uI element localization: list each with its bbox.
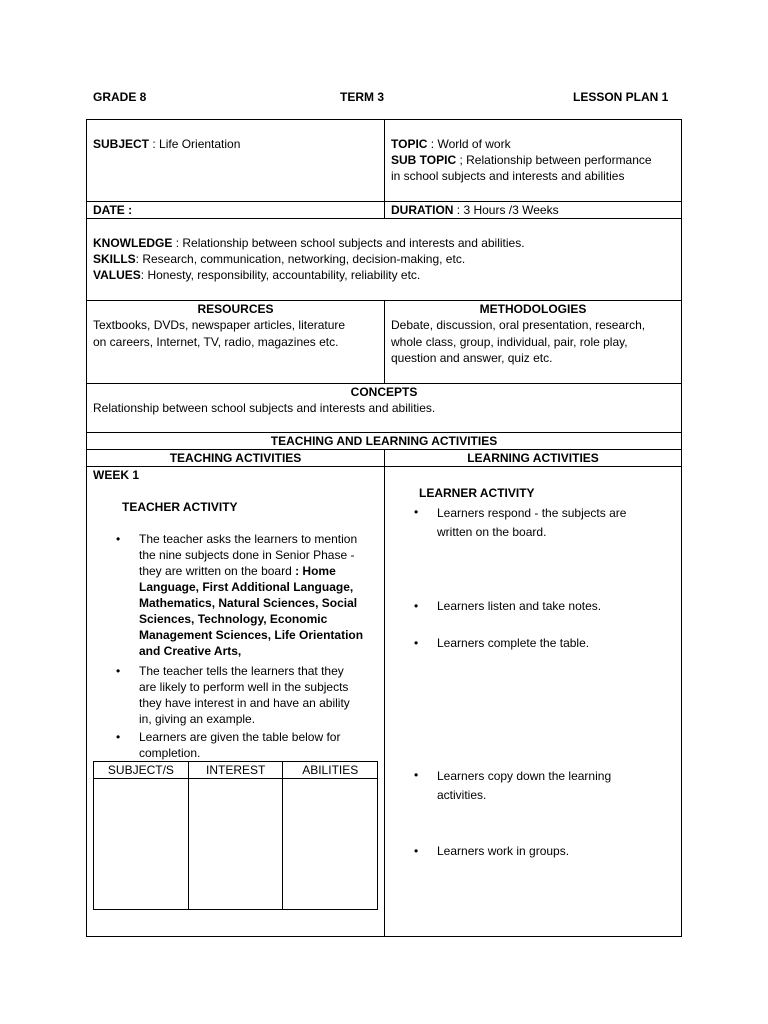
subject-value: : Life Orientation (152, 137, 241, 151)
methodologies-line-2: whole class, group, individual, pair, role play, (391, 335, 628, 349)
bullet: • (414, 599, 419, 613)
grade-label: GRADE 8 (93, 90, 147, 104)
lesson-plan-label: LESSON PLAN 1 (573, 90, 669, 104)
teacher-item-2-line-2: are likely to perform well in the subjects (139, 680, 349, 694)
activities-main-heading: TEACHING AND LEARNING ACTIVITIES (270, 434, 498, 448)
week-label: WEEK 1 (93, 468, 140, 482)
values-value: : Honesty, responsibility, accountability, reliability etc. (140, 268, 421, 282)
concepts-heading: CONCEPTS (350, 385, 418, 399)
learner-item-1 (437, 504, 626, 542)
subject-label: SUBJECT (93, 137, 150, 151)
subtopic-line-2: in school subjects and interests and abilities (391, 169, 625, 183)
concepts-text: Relationship between school subjects and interests and abilities. (93, 401, 436, 415)
teacher-item-1-line-2: the nine subjects done in Senior Phase - (139, 548, 355, 562)
learner-item-1-line-1: Learners respond - the subjects are (437, 506, 627, 520)
subtopic-label: SUB TOPIC (391, 153, 457, 167)
skills-value: : Research, communication, networking, decision-making, etc. (135, 252, 466, 266)
bullet: • (116, 532, 121, 546)
teacher-item-1 (139, 531, 363, 659)
skills-line (93, 251, 465, 267)
bullet: • (414, 844, 419, 858)
resources-line-1: Textbooks, DVDs, newspaper articles, literature (93, 318, 346, 332)
topic-line (391, 136, 511, 152)
knowledge-value: : Relationship between school subjects and interests and abilities. (175, 236, 525, 250)
knowledge-line (93, 235, 525, 251)
teacher-item-3-line-2: completion. (139, 746, 201, 760)
teacher-item-1-line-3-bold: : Home (295, 564, 336, 578)
table-header-interest: INTEREST (188, 762, 283, 779)
learner-item-5: Learners work in groups. (437, 844, 570, 858)
learner-item-1-line-2: written on the board. (437, 525, 547, 539)
bullet: • (414, 505, 419, 519)
methodologies-line-1: Debate, discussion, oral presentation, research, (391, 318, 646, 332)
table-header-abilities: ABILITIES (283, 762, 378, 779)
learner-activity-label: LEARNER ACTIVITY (419, 486, 535, 500)
teacher-item-1-line-5: Mathematics, Natural Sciences, Social (139, 596, 358, 610)
bullet: • (414, 636, 419, 650)
learner-item-4-line-1: Learners copy down the learning (437, 769, 612, 783)
methodologies-line-3: question and answer, quiz etc. (391, 351, 553, 365)
teacher-item-2 (139, 663, 350, 727)
duration-value: : 3 Hours /3 Weeks (456, 203, 559, 217)
teacher-item-1-line-1: The teacher asks the learners to mention (139, 532, 358, 546)
resources-line-2: on careers, Internet, TV, radio, magazines etc. (93, 335, 339, 349)
learner-item-2: Learners listen and take notes. (437, 599, 602, 613)
learning-activities-heading: LEARNING ACTIVITIES (467, 451, 599, 465)
teacher-item-1-line-7: Management Sciences, Life Orientation (139, 628, 364, 642)
values-label: VALUES (93, 268, 141, 282)
duration-label: DURATION (391, 203, 454, 217)
bullet: • (116, 730, 121, 744)
subject-cell (86, 119, 385, 202)
teacher-item-1-line-3-plain: they are written on the board (139, 564, 296, 578)
learner-item-4 (437, 767, 611, 805)
teacher-item-2-line-4: in, giving an example. (139, 712, 256, 726)
table-cell-interest[interactable] (188, 779, 283, 910)
teacher-item-1-line-4: Language, First Additional Language, (139, 580, 354, 594)
teacher-item-2-line-3: they have interest in and have an ability (139, 696, 350, 710)
teaching-activities-heading: TEACHING ACTIVITIES (169, 451, 302, 465)
teacher-item-1-line-3 (139, 563, 363, 579)
bullet: • (414, 768, 419, 782)
skills-label: SKILLS (93, 252, 136, 266)
teacher-item-1-line-6: Sciences, Technology, Economic (139, 612, 328, 626)
teacher-item-3 (139, 729, 340, 761)
table-cell-subjects[interactable] (94, 779, 189, 910)
teacher-item-2-line-1: The teacher tells the learners that they (139, 664, 344, 678)
subtopic-value: ; Relationship between performance (459, 153, 652, 167)
teacher-item-3-line-1: Learners are given the table below for (139, 730, 341, 744)
date-label: DATE : (93, 203, 133, 217)
subject-line (93, 136, 240, 152)
teacher-activity-label: TEACHER ACTIVITY (122, 500, 238, 514)
methodologies-heading: METHODOLOGIES (479, 302, 587, 316)
bullet: • (116, 664, 121, 678)
learner-item-3: Learners complete the table. (437, 636, 590, 650)
learner-item-4-line-2: activities. (437, 788, 487, 802)
topic-label: TOPIC (391, 137, 428, 151)
subtopic-line (391, 152, 652, 168)
completion-table-header-row (94, 762, 378, 779)
topic-value: : World of work (430, 137, 511, 151)
term-label: TERM 3 (340, 90, 385, 104)
completion-table (93, 761, 378, 910)
table-cell-abilities[interactable] (283, 779, 378, 910)
knowledge-label: KNOWLEDGE (93, 236, 173, 250)
duration-line (391, 202, 559, 218)
values-line (93, 267, 420, 283)
completion-table-body-row (94, 779, 378, 910)
table-header-subjects: SUBJECT/S (94, 762, 189, 779)
resources-heading: RESOURCES (197, 302, 274, 316)
teacher-item-1-line-8: and Creative Arts, (139, 644, 242, 658)
